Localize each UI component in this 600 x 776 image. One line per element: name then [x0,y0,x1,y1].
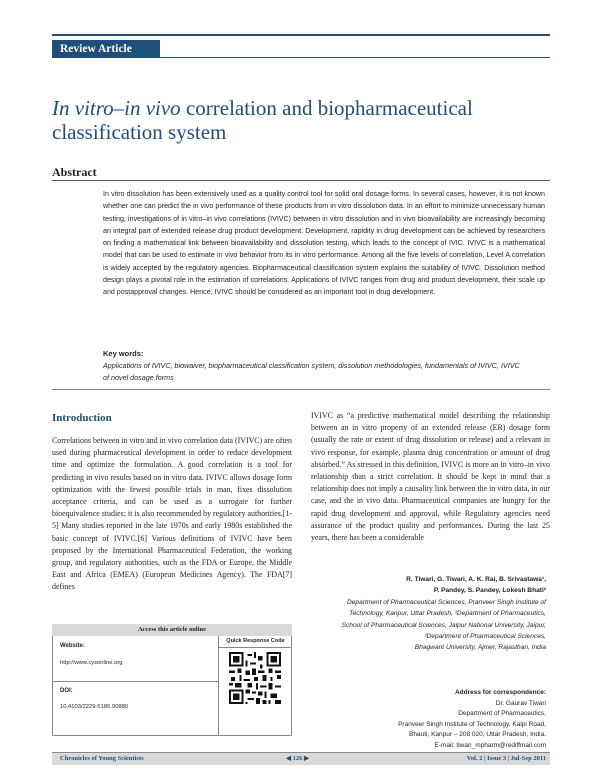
correspondence-address: Bhauti, Kanpur – 208 020, Uttar Pradesh, India. [409,731,546,738]
website-label: Website: [60,643,85,649]
footer-journal: Chronicles of Young Scientists [60,755,144,762]
affiliation-2: Technology, Kanpur, Uttar Pradesh, ¹Department of Pharmaceutics, [349,610,546,618]
affiliation-1: Department of Pharmaceutical Sciences, Pranveer Singh Institute of [346,598,546,606]
triangle-right-icon: ▶ [302,755,309,762]
intro-column-2: IVIVC as “a predictive mathematical model describing the relationship between an in vitro property of an extended release (ER) dosage form (usually the rate or extent of drug dissolution or release) and a relevant in vivo response, for example, plasma drug concentration or amount of drug absorbed.” As stressed in this definition, IVIVC is more an in vitro–in vivo relationship than a strict correlation. It should be kept in mind that a relationship does not imply a causality link between the in vitro data, in our case, and the in vivo data. Pharmaceutical companies are hungry for the rapid drug development and approval, while Regulatory agencies need assurance of the product quality and performances. During the last 25 years, there has been a considerable [311,411,550,543]
keywords-label: Key words: [103,349,144,358]
qr-code-icon [229,652,281,704]
title-rest: correlation and biopharmaceutical classification system [52,96,473,144]
abstract-rule [52,180,550,181]
correspondence-inst: Pranveer Singh Institute of Technology, Kalpi Road, [398,720,546,728]
affiliation-5: Bhagwant University, Ajmer, Rajasthan, India [414,644,546,652]
box-separator [52,681,218,682]
qr-divider [218,636,219,736]
correspondence-label: Address for correspondence: [454,689,546,696]
footer-issue: Vol. 2 | Issue 3 | Jul-Sep 2011 [466,755,546,762]
article-title [52,96,552,144]
doi-label: DOI: [60,688,73,694]
qr-label: Quick Response Code [218,636,292,648]
author-names-2: P. Pandey, S. Pandey, Lokesh Bhati² [433,587,546,595]
footer-page-number: ◀ 126 ▶ [286,755,309,762]
author-block [300,574,546,654]
title-italic: In vitro–in vivo [52,96,181,120]
affiliation-3: School of Pharmaceutical Sciences, Jaipur National University, Jaipur, [341,621,546,629]
article-type-tag: Review Article [52,40,160,58]
keywords-rule [52,389,550,390]
correspondence-dept: Department of Pharmaceutics, [458,710,546,717]
tag-underline [160,57,550,58]
correspondence-block [340,688,546,751]
keywords-text: Applications of IVIVC, biowaiver, biopharmaceutical classification system, dissolution methodologies, fundamentals of IVIVC, IVIVC of novel dosage forms [103,361,520,382]
intro-column-1: Correlations between in vitro and in vivo correlation data (IVIVC) are often used during pharmaceutical development in order to reduce development time and optimize the formulation. A good correlation is a tool for predicting in vivo results based on in vitro data. IVIVC allows dosage form optimization with the fewest possible trials in man, fixes dissolution acceptance criteria, and can be used as a surrogate for further bioequivalence studies; it is also recommended by regulatory authorities.[1-5] Many studies reported in the late 1970s and early 1980s established the basic concept of IVIVC.[6] Various definitions of IVIVC have been proposed by the International Pharmaceutical Federation, the working group, and regulatory authorities, such as the FDA or Europe, the Middle East and Africa (EMEA) (European Medicines Agency). The FDA[7] defines [52,436,292,592]
affiliation-4: ²Department of Pharmaceutical Sciences, [424,633,546,641]
abstract-text: In vitro dissolution has been extensively used as a quality control tool for solid oral dosage forms. In several cases, however, it is not known whether one can predict the in vivo performance of these products from in vitro dissolution data. In an effort to minimize unnecessary human testing, investigations of in vitro–in vivo correlations (IVIVC) between in vitro dissolution and in vivo bioavailability are increasingly becoming an integral part of extended release drug product development. Development, rapidity in drug development can be achieved by researchers on finding a mathematical link between bioavailability and dissolution testing, which leads to the concept of IVIC. IVIVC is a mathematical model that can be used to estimate in vivo behavior from its in vitro performance. Among all the five levels of correlation, Level A correlation is widely accepted by the regulatory agencies. Biopharmaceutical classification system explains the suitability of IVIVC. Dissolution method design plays a pivotal role in the estimation of correlations. Applications of IVIVC ranges from drug and product development, their scale up and postapproval changes. Hence, IVIVC should be considered as an important tool in drug development. [103,190,545,297]
correspondence-name: Dr. Gaurav Tiwari [495,699,546,707]
triangle-left-icon: ◀ [286,755,293,762]
introduction-heading: Introduction [52,412,112,424]
website-link[interactable]: http://www.cysonline.org [60,660,123,666]
correspondence-email[interactable]: E-mail: tiwari_mpharm@rediffmail.com [434,741,546,749]
author-names-1: R. Tiwari, G. Tiwari, A. K. Rai, B. Srivastawa¹, [406,576,546,583]
access-box-heading: Access this article online [52,624,292,636]
doi-value: 10.4103/2229-5186.90880 [60,704,129,710]
top-rule [52,34,550,36]
abstract-heading: Abstract [52,165,97,179]
